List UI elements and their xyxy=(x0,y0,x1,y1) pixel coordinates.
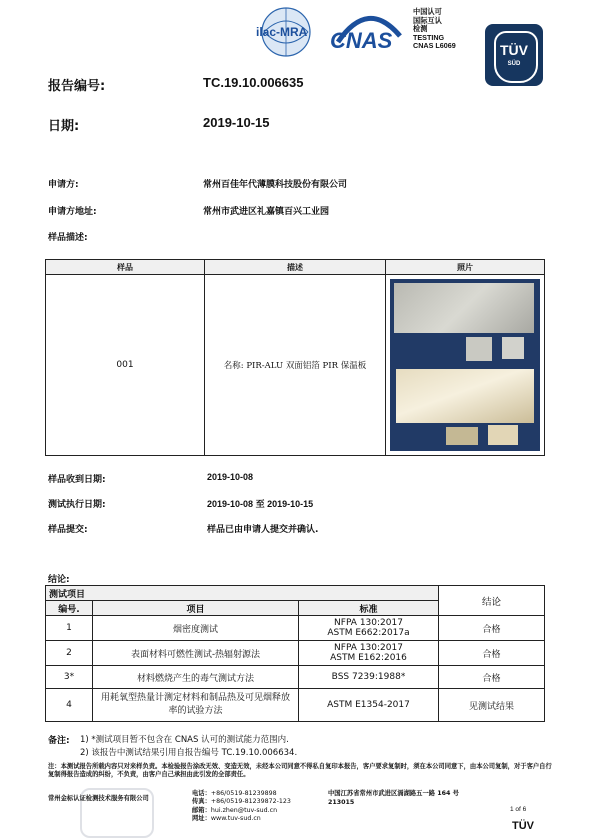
panel-small-4 xyxy=(488,425,518,445)
table-row xyxy=(46,616,545,641)
applicant-address-label: 申请方地址: xyxy=(48,207,97,217)
footer-postcode: 213015 xyxy=(328,799,355,806)
row-standard-1: NFPA 130:2017 xyxy=(334,618,403,628)
description-col-header: 描述 xyxy=(205,260,386,275)
row-no: 3* xyxy=(46,666,93,689)
applicant-label: 申请方: xyxy=(48,180,79,190)
test-period-label: 测试执行日期: xyxy=(48,500,106,510)
sample-id-cell: 001 xyxy=(46,275,205,456)
test-items-header: 测试项目 xyxy=(46,586,439,601)
conclusion-table-top-row xyxy=(46,586,545,601)
footer-company: 常州金标认证检测技术服务有限公司 xyxy=(48,795,149,802)
row-no: 1 xyxy=(46,616,93,641)
footer-address: 中国江苏省常州市武进区滆湖路五一路 164 号 xyxy=(328,790,459,797)
row-item: 烟密度测试 xyxy=(93,616,299,641)
row-standard-1: ASTM E1354-2017 xyxy=(327,700,410,710)
cnas-text: CNAS xyxy=(330,28,393,53)
photo-col-header: 照片 xyxy=(386,260,545,275)
row-item: 用耗氧型热量计测定材料和制品热及可见烟释放率的试验方法 xyxy=(93,689,299,722)
cnas-line-4: TESTING xyxy=(413,32,445,42)
remark-2: 2) 该报告中测试结果引用自报告编号 TC.19.10.006634. xyxy=(80,748,298,758)
row-result: 合格 xyxy=(439,641,545,666)
sample-submit-value: 样品已由申请人提交并确认. xyxy=(207,525,319,535)
disclaimer-text: 注：本测试报告所载内容只对来样负责。本检验报告涂改无效、变造无效，未经本公司同意不得私自复印本报告，客户要求复制时，须在本公司同意下，由本公司复制，对于客户自行复制得报告造成的纠纷，不负责，由客户自己承担由此引发的全部责任。 xyxy=(48,763,552,779)
sample-table-header-row xyxy=(46,260,545,275)
applicant-address-value: 常州市武进区礼嘉镇百兴工业园 xyxy=(203,207,330,217)
tuv-sud-logo xyxy=(485,24,543,86)
test-from-date: 2019-10-08 xyxy=(207,499,254,509)
cnas-line-5: CNAS L6069 xyxy=(413,41,456,51)
report-no-value: TC.19.10.006635 xyxy=(203,75,304,90)
row-standard-1: BSS 7239:1988* xyxy=(331,672,406,682)
footer-email: 邮箱：hui.zhen@tuv-sud.cn xyxy=(192,806,278,814)
table-row xyxy=(46,689,545,722)
remark-1: 1) *测试项目暂不包含在 CNAS 认可的测试能力范围内. xyxy=(80,735,289,745)
table-row xyxy=(46,641,545,666)
row-standard xyxy=(299,616,439,641)
page-number: 1 of 6 xyxy=(510,806,527,813)
row-standard xyxy=(299,666,439,689)
panel-small-3 xyxy=(446,427,478,445)
conclusion-table xyxy=(45,585,545,722)
row-result: 见测试结果 xyxy=(439,689,545,722)
sample-description-label: 样品描述: xyxy=(48,233,88,243)
test-to-date: 2019-10-15 xyxy=(267,499,314,509)
col-no-header: 编号. xyxy=(46,601,93,616)
sample-submit-label: 样品提交: xyxy=(48,525,88,535)
panel-large-bottom xyxy=(396,369,534,423)
footer-fax: 传真：+86/0519-81239872-123 xyxy=(192,798,291,806)
cnas-line-2: 国际互认 xyxy=(413,15,442,25)
applicant-value: 常州百佳年代薄膜科技股份有限公司 xyxy=(203,180,348,190)
date-label: 日期: xyxy=(48,119,80,134)
row-standard xyxy=(299,641,439,666)
row-no: 2 xyxy=(46,641,93,666)
remarks-label: 备注: xyxy=(48,736,70,746)
col-item-header: 项目 xyxy=(93,601,299,616)
col-standard-header: 标准 xyxy=(299,601,439,616)
footer-phone: 电话：+86/0519-81239898 xyxy=(192,790,277,797)
row-standard xyxy=(299,689,439,722)
ilac-mra-logo xyxy=(250,6,322,58)
sud-text: SÜD xyxy=(507,61,521,67)
panel-small-1 xyxy=(466,337,492,361)
row-result: 合格 xyxy=(439,666,545,689)
report-no-label: 报告编号: xyxy=(48,79,106,94)
table-row xyxy=(46,666,545,689)
row-standard-2: ASTM E662:2017a xyxy=(327,628,410,638)
conclusion-label: 结论: xyxy=(48,575,70,585)
row-item: 材料燃烧产生的毒气测试方法 xyxy=(93,666,299,689)
cnas-logo xyxy=(328,6,408,64)
sample-description-cell: 名称: PIR-ALU 双面铝箔 PIR 保温板 xyxy=(205,275,386,456)
conclusion-col-header: 结论 xyxy=(439,586,545,616)
row-standard-2: ASTM E162:2016 xyxy=(330,653,407,663)
ilac-mra-text: ilac-MRA xyxy=(256,25,308,39)
footer-website: 网址：www.tuv-sud.cn xyxy=(192,815,261,823)
sample-photo-cell xyxy=(386,275,545,456)
received-date-label: 样品收到日期: xyxy=(48,475,106,485)
footer-tuv-brand: TÜV xyxy=(512,820,534,832)
test-to-word: 至 xyxy=(255,500,265,510)
received-date-value: 2019-10-08 xyxy=(207,472,254,482)
footer-contact xyxy=(192,790,322,824)
row-result: 合格 xyxy=(439,616,545,641)
panel-large-top xyxy=(394,283,534,333)
sample-table-row xyxy=(46,275,545,456)
panel-small-2 xyxy=(502,337,524,359)
sample-col-header: 样品 xyxy=(46,260,205,275)
row-item: 表面材料可燃性测试-热辐射源法 xyxy=(93,641,299,666)
row-standard-1: NFPA 130:2017 xyxy=(334,643,403,653)
test-period-value xyxy=(207,497,313,510)
sample-photo xyxy=(390,279,540,451)
tuv-text: TÜV xyxy=(500,42,528,58)
cnas-line-1: 中国认可 xyxy=(413,7,442,16)
row-no: 4 xyxy=(46,689,93,722)
cnas-line-3: 检测 xyxy=(413,24,428,34)
cnas-accreditation-text xyxy=(413,8,456,51)
date-value: 2019-10-15 xyxy=(203,115,270,130)
sample-table xyxy=(45,259,545,456)
